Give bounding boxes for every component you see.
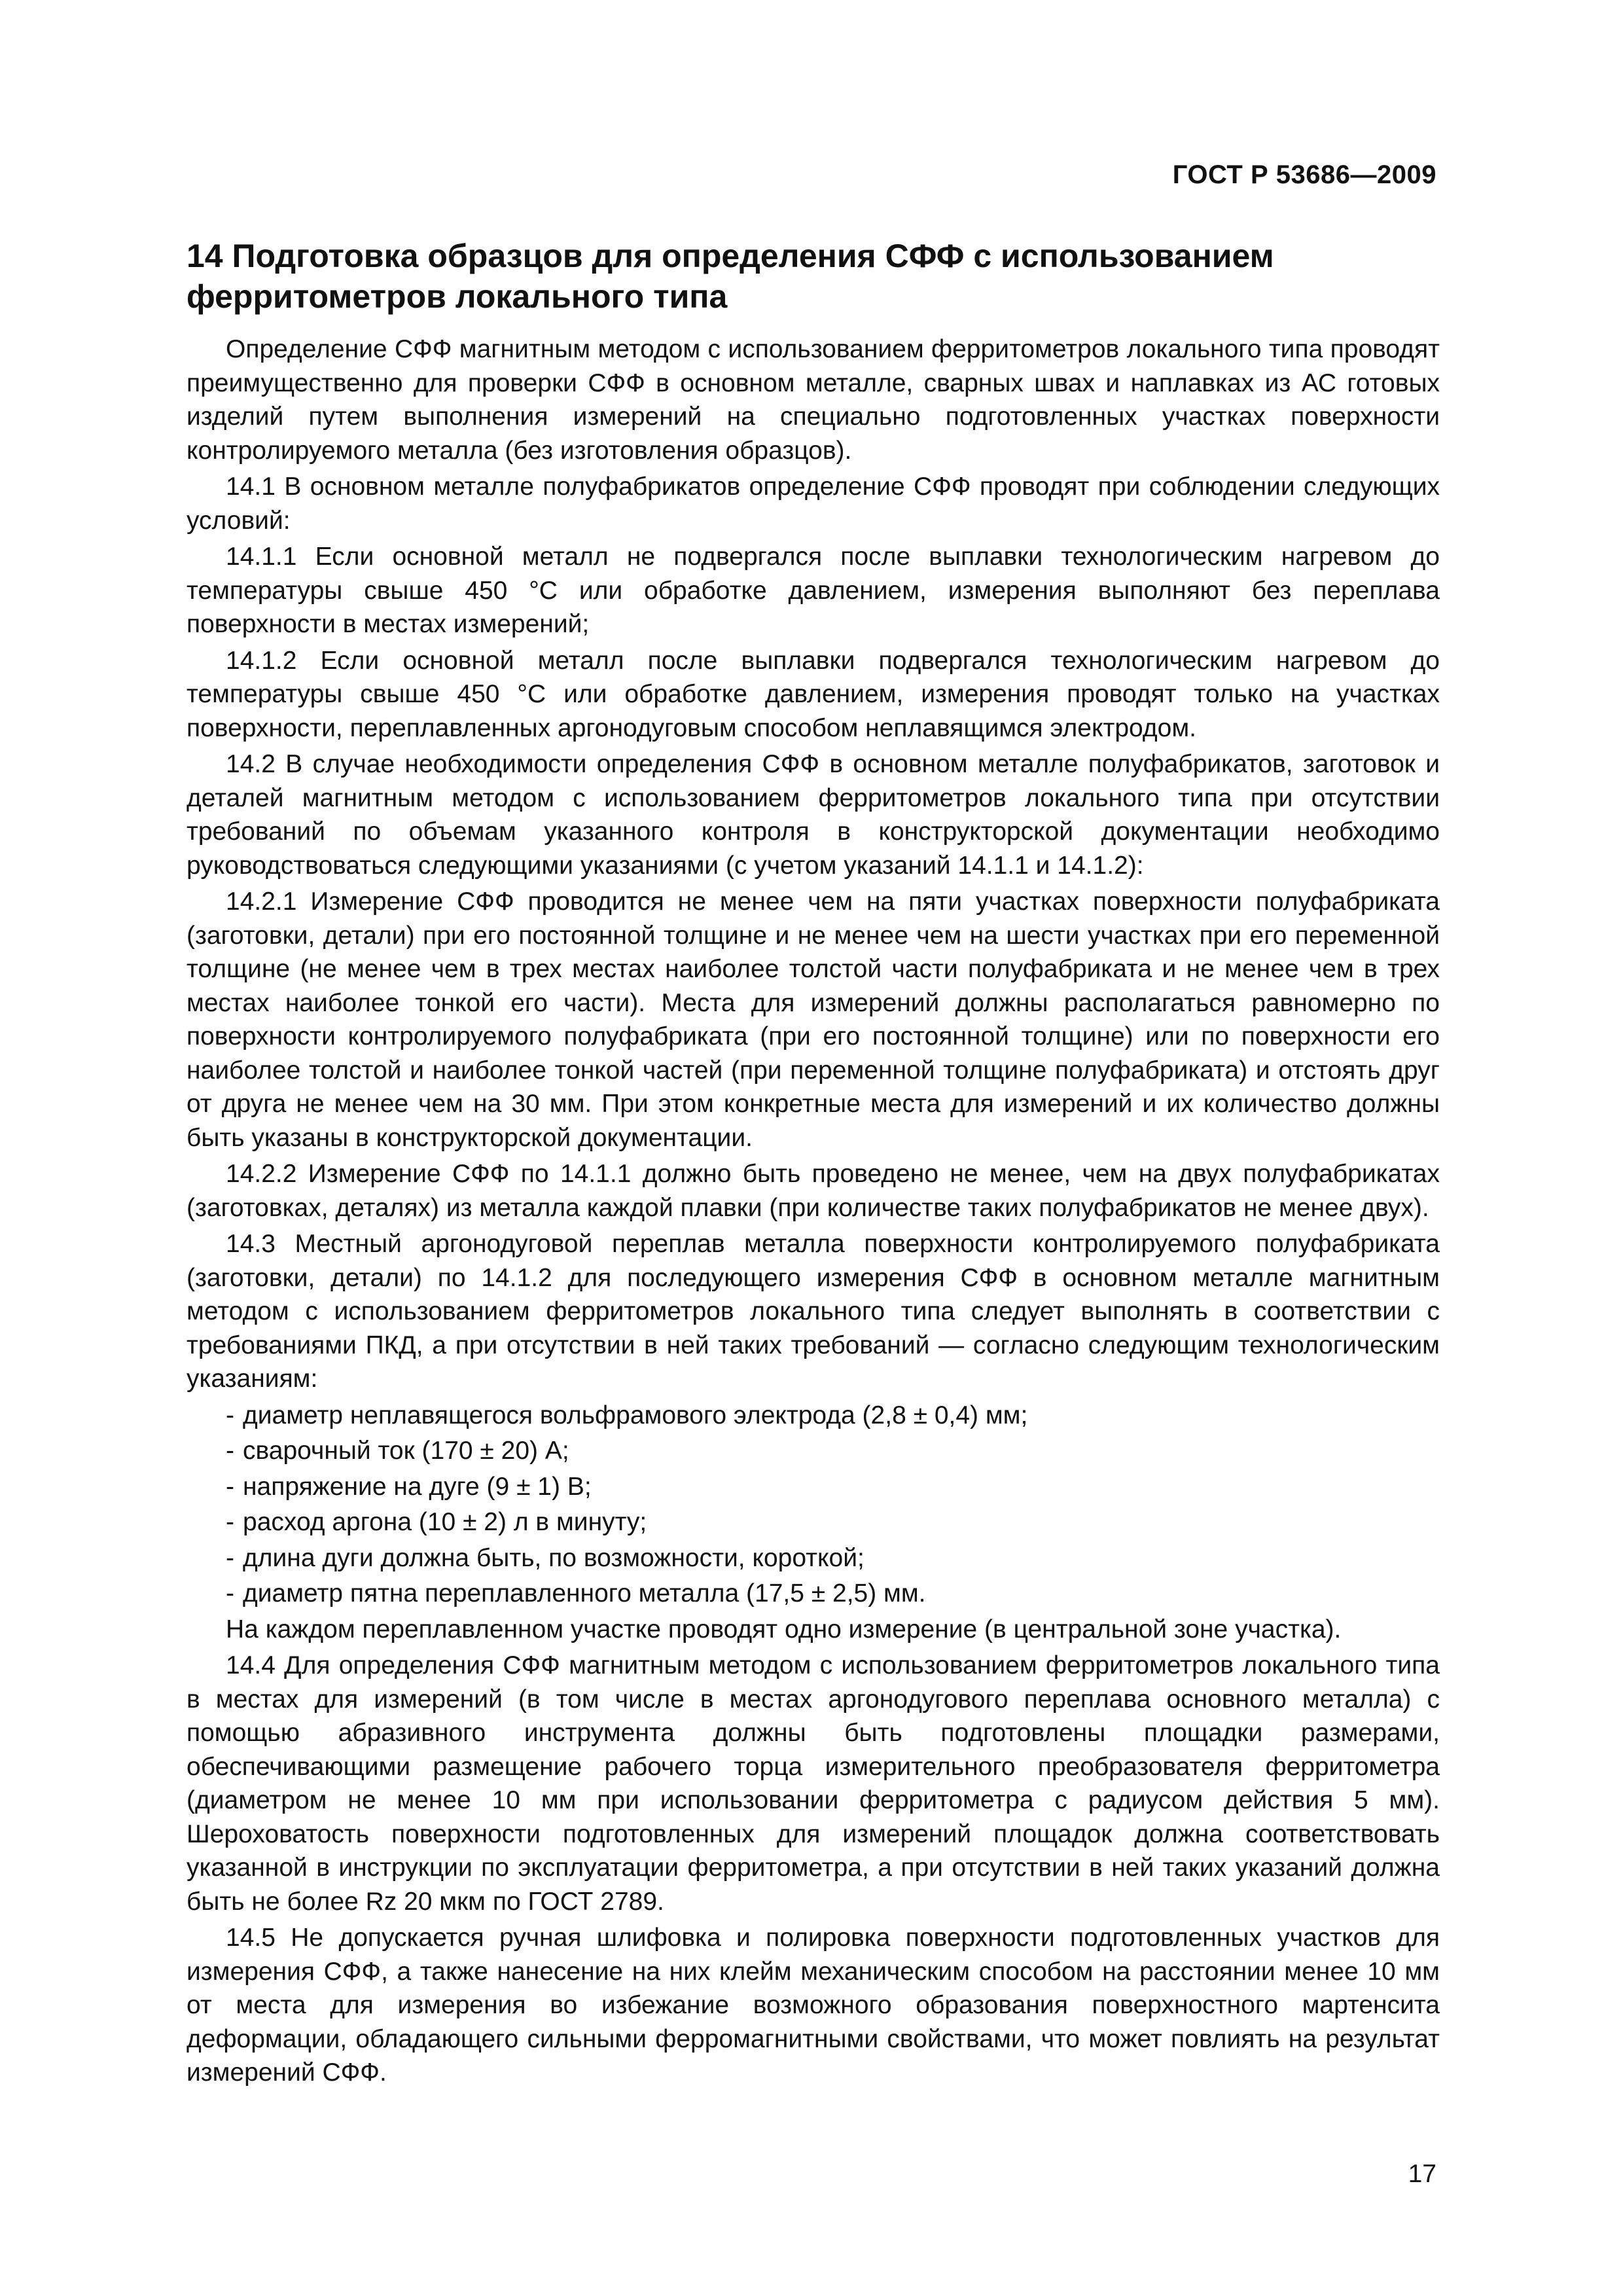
list-dash: - bbox=[226, 1579, 234, 1607]
list-dash: - bbox=[226, 1543, 234, 1572]
paragraph-14-1-2: 14.1.2 Если основной металл после выплавки подвергался технологическим нагревом до температуры свыше 450 °С или обработке давлением, измерения проводят только на участках поверхности, переплавленных аргонодуговым способом неплавящимся электродом. bbox=[187, 646, 1440, 742]
paragraph-14-2-1: 14.2.1 Измерение СФФ проводится не менее чем на пяти участках поверхности полуфабриката (заготовки, детали) при его постоянной толщине и не менее чем на шести участках при его переменной толщине (не менее чем в трех местах наиболее толстой части полуфабриката и не менее чем в трех местах наиболее тонкой его части). Места для измерений должны располагаться равномерно по поверхности контролируемого полуфабриката (при его постоянной толщине) или по поверхности его наиболее толстой и наиболее тонкой частей (при переменной толщине полуфабриката) и отстоять друг от друга не менее чем на 30 мм. При этом конкретные места для измерений и их количество должны быть указаны в конструкторской документации. bbox=[187, 888, 1440, 1152]
page-number: 17 bbox=[1408, 2160, 1436, 2188]
list-item bbox=[187, 1541, 1440, 1575]
list-dash: - bbox=[226, 1508, 234, 1536]
list-item-text: расход аргона (10 ± 2) л в минуту; bbox=[243, 1508, 647, 1536]
paragraph-14-2-2: 14.2.2 Измерение СФФ по 14.1.1 должно быть проведено не менее, чем на двух полуфабрикатах (заготовках, деталях) из металла каждой плавки (при количестве таких полуфабрикатов не менее двух). bbox=[187, 1160, 1440, 1222]
list-dash: - bbox=[226, 1472, 234, 1501]
paragraph-14-5: 14.5 Не допускается ручная шлифовка и полировка поверхности подготовленных участков для измерения СФФ, а также нанесение на них клейм механическим способом на расстоянии менее 10 мм от места для измерения во избежание возможного образования поверхностного мартенсита деформации, обладающего сильными ферромагнитными свойствами, что может повлиять на результат измерений СФФ. bbox=[187, 1924, 1440, 2087]
list-item bbox=[187, 1470, 1440, 1504]
paragraph-14-3: 14.3 Местный аргонодуговой переплав металла поверхности контролируемого полуфабриката (заготовки, детали) по 14.1.2 для последующего измерения СФФ в основном металле магнитным методом с использованием ферритометров локального типа следует выполнять в соответствии с требованиями ПКД, а при отсутствии в ней таких требований — согласно следующим технологическим указаниям: bbox=[187, 1230, 1440, 1393]
paragraph-14-1: 14.1 В основном металле полуфабрикатов определение СФФ проводят при соблюдении следующих условий: bbox=[187, 473, 1440, 535]
list-item bbox=[187, 1577, 1440, 1611]
paragraph-14-4: 14.4 Для определения СФФ магнитным методом с использованием ферритометров локального типа в местах для измерений (в том числе в местах аргонодугового переплава основного металла) с помощью абразивного инструмента должны быть подготовлены площадки размерами, обеспечивающими размещение рабочего торца измерительного преобразователя ферритометра (диаметром не менее 10 мм при использовании ферритометра с радиусом действия 5 мм). Шероховатость поверхности подготовленных для измерений площадок должна соответствовать указанной в инструкции по эксплуатации ферритометра, а при отсутствии в ней таких указаний должна быть не более Rz 20 мкм по ГОСТ 2789. bbox=[187, 1651, 1440, 1916]
list-dash: - bbox=[226, 1401, 234, 1429]
list-dash: - bbox=[226, 1437, 234, 1465]
paragraph-14-1-1: 14.1.1 Если основной металл не подвергался после выплавки технологическим нагревом до температуры свыше 450 °С или обработке давлением, измерения выполняют без переплава поверхности в местах измерений; bbox=[187, 543, 1440, 638]
list-item-text: диаметр неплавящегося вольфрамового электрода (2,8 ± 0,4) мм; bbox=[243, 1401, 1028, 1429]
list-item-text: напряжение на дуге (9 ± 1) В; bbox=[243, 1472, 592, 1501]
list-14-3-conditions bbox=[187, 1399, 1440, 1611]
list-item-text: сварочный ток (170 ± 20) А; bbox=[243, 1437, 569, 1465]
document-code-header: ГОСТ Р 53686—2009 bbox=[1172, 160, 1436, 189]
list-item-text: длина дуги должна быть, по возможности, короткой; bbox=[243, 1543, 865, 1572]
list-item bbox=[187, 1434, 1440, 1468]
paragraph-14-2: 14.2 В случае необходимости определения СФФ в основном металле полуфабрикатов, заготовок и деталей магнитным методом с использованием ферритометров локального типа при отсутствии требований по объемам указанного контроля в конструкторской документации необходимо руководствоваться следующими указаниями (с учетом указаний 14.1.1 и 14.1.2): bbox=[187, 750, 1440, 880]
paragraph-intro: Определение СФФ магнитным методом с использованием ферритометров локального типа проводят преимущественно для проверки СФФ в основном металле, сварных швах и наплавках из АС готовых изделий путем выполнения измерений на специально подготовленных участках поверхности контролируемого металла (без изготовления образцов). bbox=[187, 335, 1440, 465]
document-body bbox=[187, 236, 1440, 2092]
section-title: 14 Подготовка образцов для определения СФФ с использованием ферритометров локального типа bbox=[187, 238, 1274, 315]
list-item bbox=[187, 1505, 1440, 1539]
paragraph-14-3-after: На каждом переплавленном участке проводят одно измерение (в центральной зоне участка). bbox=[226, 1615, 1342, 1643]
list-item bbox=[187, 1399, 1440, 1433]
list-item-text: диаметр пятна переплавленного металла (17,5 ± 2,5) мм. bbox=[243, 1579, 926, 1607]
